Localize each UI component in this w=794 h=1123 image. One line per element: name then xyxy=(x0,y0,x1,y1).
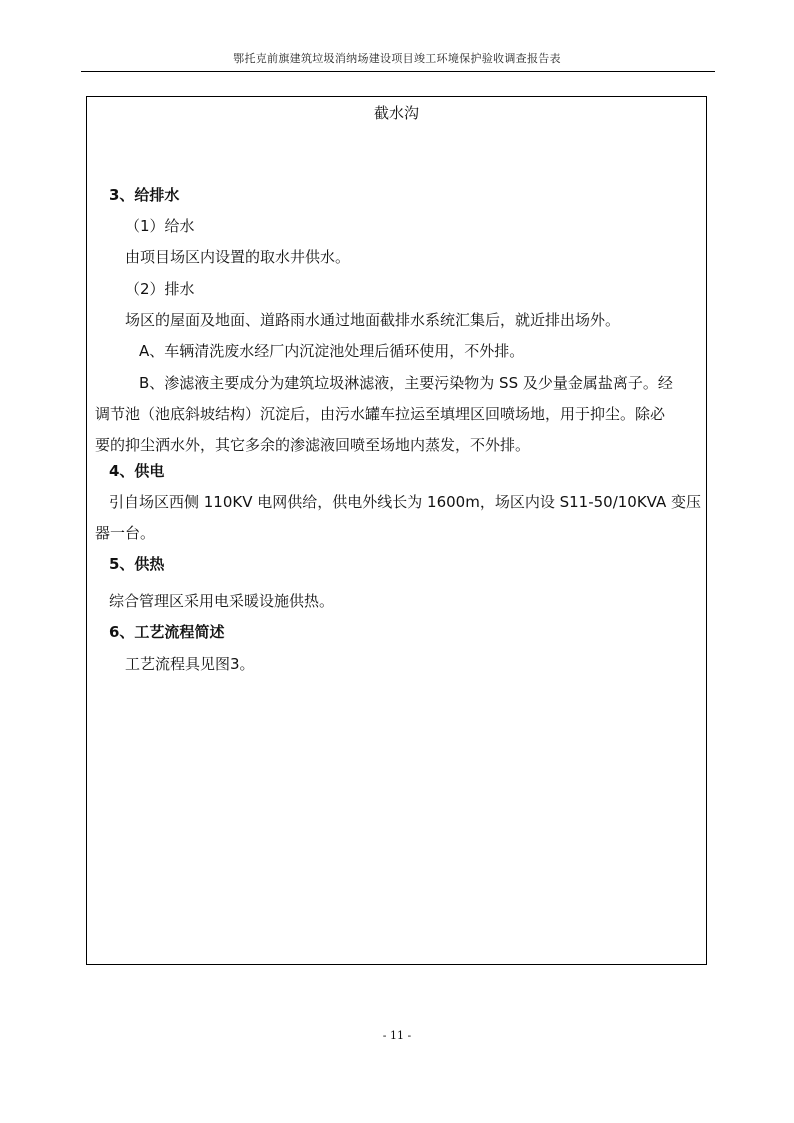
drainage-item-b-line2: 调节池（池底斜坡结构）沉淀后，由污水罐车拉运至填埋区回喷场地，用于抑尘。除必 xyxy=(95,405,666,423)
subheading-drainage: （2）排水 xyxy=(125,280,195,298)
section-4-heading: 4、供电 xyxy=(109,462,165,480)
drainage-item-b-line3: 要的抑尘洒水外，其它多余的渗滤液回喷至场地内蒸发，不外排。 xyxy=(95,436,531,454)
power-supply-line2: 器一台。 xyxy=(95,524,156,542)
section-3-heading: 3、给排水 xyxy=(109,186,180,204)
figure-caption: 截水沟 xyxy=(373,104,419,122)
drainage-text: 场区的屋面及地面、道路雨水通过地面截排水系统汇集后，就近排出场外。 xyxy=(125,311,621,329)
power-supply-line1: 引自场区西侧 110KV 电网供给，供电外线长为 1600m，场区内设 S11-50/10KVA 变压 xyxy=(109,493,702,511)
header-rule xyxy=(81,71,715,72)
process-text: 工艺流程具见图3。 xyxy=(125,655,255,673)
drainage-item-b-line1: B、渗滤液主要成分为建筑垃圾淋滤液，主要污染物为 SS 及少量金属盐离子。经 xyxy=(139,374,673,392)
running-header: 鄂托克前旗建筑垃圾消纳场建设项目竣工环境保护验收调查报告表 xyxy=(233,52,561,65)
section-6-heading: 6、工艺流程简述 xyxy=(109,623,225,641)
page-number: - 11 - xyxy=(382,1029,412,1042)
content-box xyxy=(86,96,707,965)
water-supply-text: 由项目场区内设置的取水井供水。 xyxy=(125,248,351,266)
heating-text: 综合管理区采用电采暖设施供热。 xyxy=(109,592,335,610)
subheading-water-supply: （1）给水 xyxy=(125,217,195,235)
drainage-item-a: A、车辆清洗废水经厂内沉淀池处理后循环使用，不外排。 xyxy=(139,342,525,360)
section-5-heading: 5、供热 xyxy=(109,555,165,573)
